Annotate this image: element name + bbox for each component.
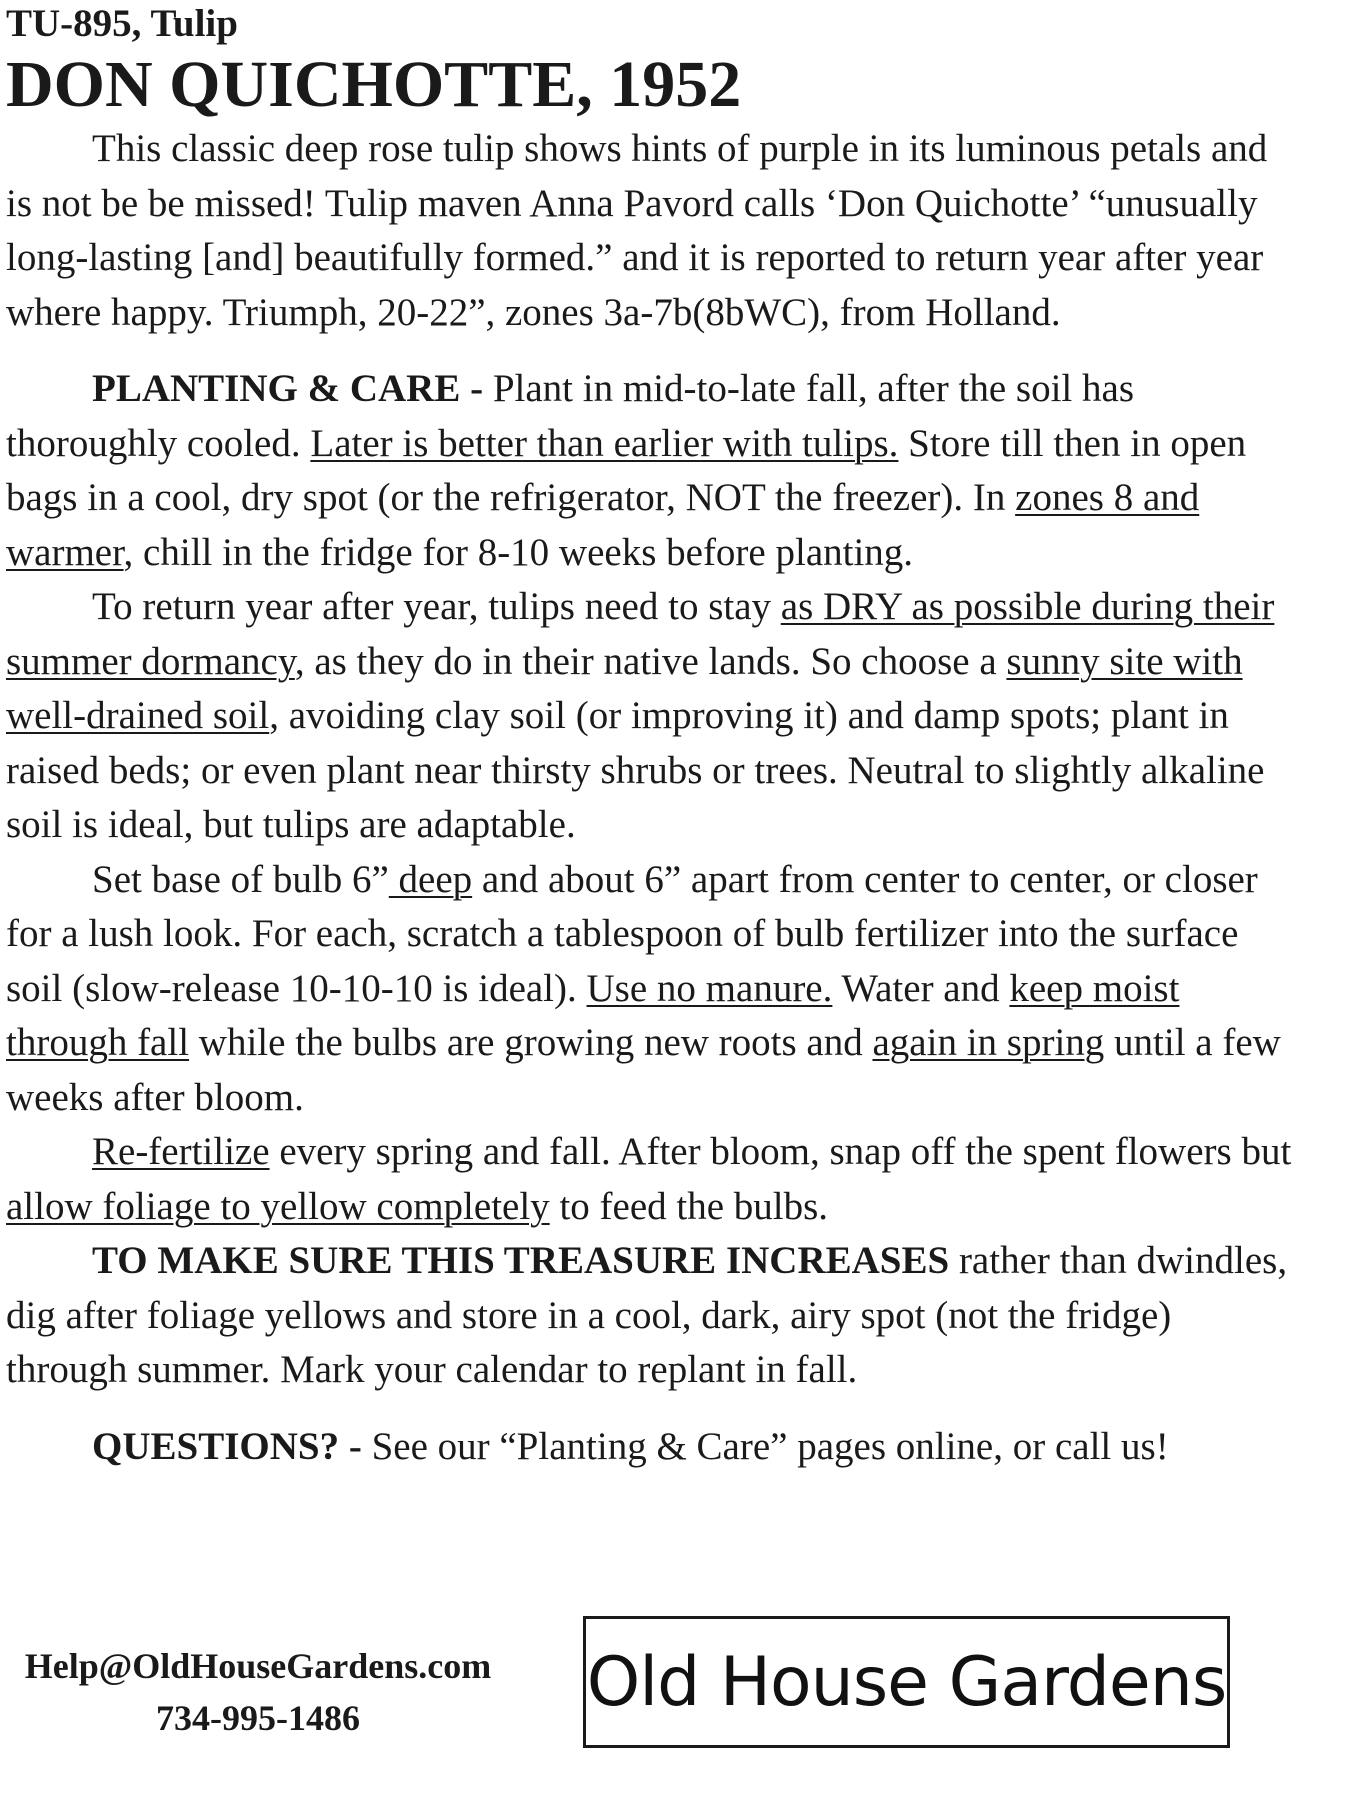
- planting-paragraph: [6, 362, 1296, 580]
- depth-underline-1: deep: [388, 857, 473, 901]
- fertilize-underline-2: allow foliage to yellow completely: [6, 1184, 550, 1228]
- dry-underline-1: as DRY as possible during their summer dormancy: [6, 585, 1275, 683]
- fertilize-underline-1: Re-fertilize: [92, 1130, 270, 1173]
- depth-underline-3: keep moist through fall: [6, 966, 1180, 1064]
- dry-text-1: To return year after year, tulips need to stay: [92, 585, 781, 628]
- dry-paragraph: [6, 580, 1296, 853]
- product-code: TU-895, Tulip: [6, 2, 238, 45]
- depth-underline-4: again in spring: [872, 1021, 1105, 1064]
- planting-heading: PLANTING & CARE -: [92, 367, 484, 410]
- treasure-heading: TO MAKE SURE THIS TREASURE INCREASES: [92, 1239, 950, 1282]
- depth-underline-2: Use no manure.: [586, 966, 833, 1010]
- depth-text-4: while the bulbs are growing new roots and: [189, 1021, 873, 1064]
- depth-text-2: and about 6” apart from center to center, or closer for a lush look. For each, scratch a tablespoon of bulb fertilizer into the surface soil (slow-release 10-10-10 is ideal).: [6, 857, 1258, 1010]
- planting-underline-1: Later is better than earlier with tulips.: [310, 421, 899, 465]
- questions-heading: QUESTIONS? -: [92, 1424, 362, 1468]
- planting-text-1: Plant in mid-to-late fall, after the soil has thoroughly cooled.: [6, 367, 1135, 465]
- depth-text-3: Water and: [832, 966, 1010, 1010]
- care-sheet: [6, 0, 1296, 1474]
- depth-text-1: Set base of bulb 6”: [92, 857, 389, 901]
- contact-email[interactable]: Help@OldHouseGardens.com: [24, 1646, 492, 1686]
- planting-text-3: , chill in the fridge for 8-10 weeks before planting.: [123, 530, 914, 574]
- dry-text-3: , avoiding clay soil (or improving it) and damp spots; plant in raised beds; or even plant near thirsty shrubs or trees. Neutral to slightly alkaline soil is ideal, but tulips are adaptable.: [6, 694, 1265, 846]
- planting-underline-2: zones 8 and warmer: [6, 476, 1200, 574]
- intro-paragraph: This classic deep rose tulip shows hints of purple in its luminous petals and is not be be missed! Tulip maven Anna Pavord calls ‘Don Quichotte’ “unusually long-lasting [and] beautifully formed.” and it is reported to return year after year where happy. Triumph, 20-22”, zones 3a-7b(8bWC), from Holland.: [6, 127, 1268, 334]
- treasure-text-1: rather than dwindles, dig after foliage yellows and store in a cool, dark, airy spot (not the fridge) through summer. Mark your calendar to replant in fall.: [6, 1239, 1288, 1391]
- dry-underline-2: sunny site with well-drained soil: [6, 639, 1243, 737]
- fertilize-text-1: every spring and fall. After bloom, snap off the spent flowers but: [269, 1130, 1292, 1173]
- product-title: DON QUICHOTTE, 1952: [6, 48, 742, 121]
- contact-block: [8, 1640, 508, 1744]
- dry-text-2: , as they do in their native lands. So choose a: [294, 639, 1007, 683]
- brand-logo: [583, 1616, 1230, 1748]
- planting-text-2: Store till then in open bags in a cool, dry spot (or the refrigerator, NOT the freezer). In: [6, 421, 1247, 519]
- contact-phone[interactable]: 734-995-1486: [156, 1698, 360, 1738]
- fertilize-paragraph: [6, 1125, 1296, 1234]
- questions-paragraph: [6, 1420, 1296, 1475]
- treasure-paragraph: [6, 1234, 1296, 1398]
- brand-logo-text: Old House Gardens: [586, 1642, 1227, 1722]
- questions-text: See our “Planting & Care” pages online, or call us!: [361, 1424, 1169, 1468]
- depth-paragraph: [6, 853, 1296, 1126]
- depth-text-5: until a few weeks after bloom.: [6, 1021, 1281, 1119]
- fertilize-text-2: to feed the bulbs.: [549, 1184, 829, 1228]
